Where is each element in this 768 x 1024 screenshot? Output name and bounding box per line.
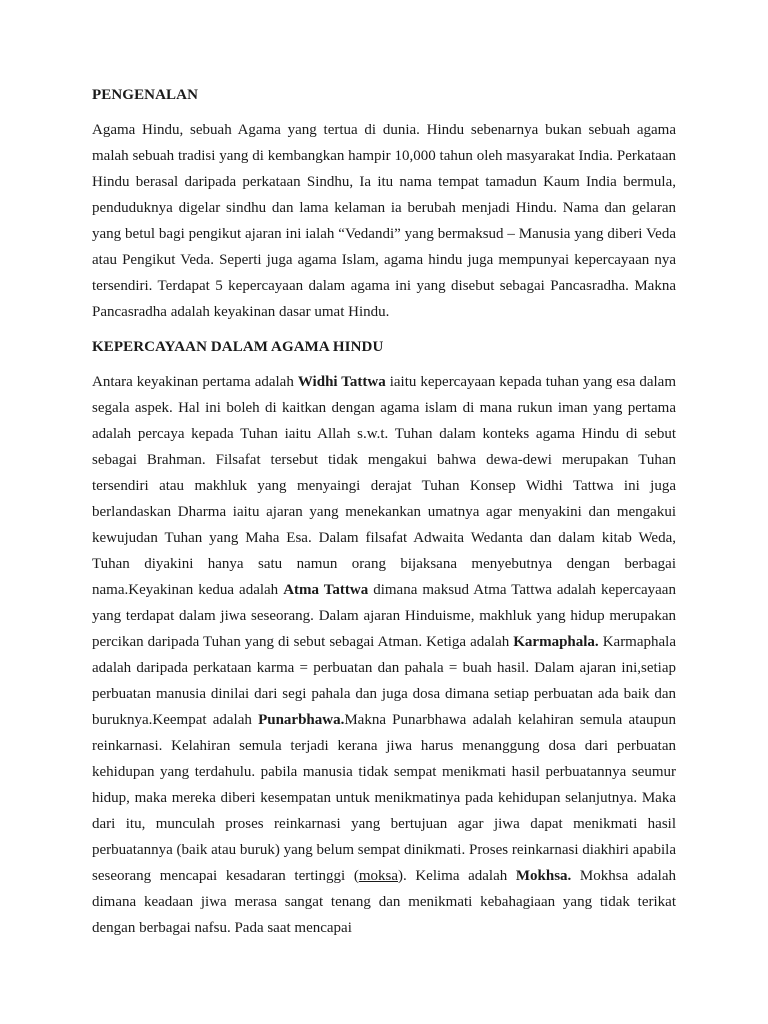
term-atma-tattwa: Atma Tattwa (283, 582, 369, 598)
document-page (92, 82, 676, 941)
term-mokhsa: Mokhsa. (515, 868, 572, 884)
paragraph-kepercayaan (92, 369, 676, 941)
text-segment: Mokhsa adalah dimana keadaan jiwa merasa sangat tenang dan menikmati kebahagiaan yang tidak terikat dengan berbagai nafsu. Pada saat mencapai (92, 868, 676, 936)
text-segment: Karmaphala adalah daripada perkataan karma = perbuatan dan pahala = buah hasil. Dalam ajaran ini,setiap perbuatan manusia dinilai dari segi pahala dan juga dosa dimana setiap perbuatan ada baik dan buruknya.Keempat adalah (92, 634, 676, 728)
text-segment: Antara keyakinan pertama adalah (92, 374, 298, 390)
text-segment: iaitu kepercayaan kepada tuhan yang esa dalam segala aspek. Hal ini boleh di kaitkan dengan agama islam di mana rukun iman yang pertama adalah percaya kepada Tuhan iaitu Allah s.w.t. Tuhan dalam konteks agama Hindu di sebut sebagai Brahman. Filsafat tersebut tidak mengakui bahwa dewa-dewi merupakan Tuhan tersendiri atau makhluk yang menyaingi derajat Tuhan Konsep Widhi Tattwa ini juga berlandaskan Dharma iaitu ajaran yang menekankan umatnya agar menyakini dan mengakui kewujudan Tuhan yang Maha Esa. Dalam filsafat Adwaita Wedanta dan dalam kitab Weda, Tuhan diyakini hanya satu namun orang bijaksana menyebutnya dengan berbagai nama.Keyakinan kedua adalah (92, 374, 676, 598)
term-punarbhawa: Punarbhawa. (258, 712, 345, 728)
heading-pengenalan: PENGENALAN (92, 87, 199, 103)
link-moksa[interactable]: moksa (358, 868, 398, 884)
heading-kepercayaan: KEPERCAYAAN DALAM AGAMA HINDU (92, 339, 384, 355)
paragraph-pengenalan: Agama Hindu, sebuah Agama yang tertua di dunia. Hindu sebenarnya bukan sebuah agama malah sebuah tradisi yang di kembangkan hampir 10,000 tahun oleh masyarakat India. Perkataan Hindu berasal daripada perkataan Sindhu, Ia itu nama tempat tamadun Kaum India bermula, penduduknya digelar sindhu dan lama kelaman ia berubah menjadi Hindu. Nama dan gelaran yang betul bagi pengikut ajaran ini ialah “Vedandi” yang bermaksud – Manusia yang diberi Veda atau Pengikut Veda. Seperti juga agama Islam, agama hindu juga mempunyai kepercayaan nya tersendiri. Terdapat 5 kepercayaan dalam agama ini yang disebut sebagai Pancasradha. Makna Pancasradha adalah keyakinan dasar umat Hindu. (92, 122, 676, 320)
text-segment: Makna Punarbhawa adalah kelahiran semula ataupun reinkarnasi. Kelahiran semula terjadi kerana jiwa harus menanggung dosa dari perbuatan kehidupan yang terdahulu. pabila manusia tidak sempat menikmati hasil perbuatannya seumur hidup, maka mereka diberi kesempatan untuk menikmatinya pada kehidupan selanjutnya. Maka dari itu, munculah proses reinkarnasi yang bertujuan agar jiwa dapat menikmati hasil perbuatannya (baik atau buruk) yang belum sempat dinikmati. Proses reinkarnasi diakhiri apabila seseorang mencapai kesadaran tertinggi ( (92, 712, 676, 884)
text-segment: ). Kelima adalah (398, 868, 516, 884)
text-segment: dimana maksud Atma Tattwa adalah kepercayaan yang terdapat dalam jiwa seseorang. Dalam ajaran Hinduisme, makhluk yang hidup merupakan percikan daripada Tuhan yang di sebut sebagai Atman. Ketiga adalah (92, 582, 676, 650)
term-widhi-tattwa: Widhi Tattwa (297, 374, 386, 390)
term-karmaphala: Karmaphala. (513, 634, 599, 650)
